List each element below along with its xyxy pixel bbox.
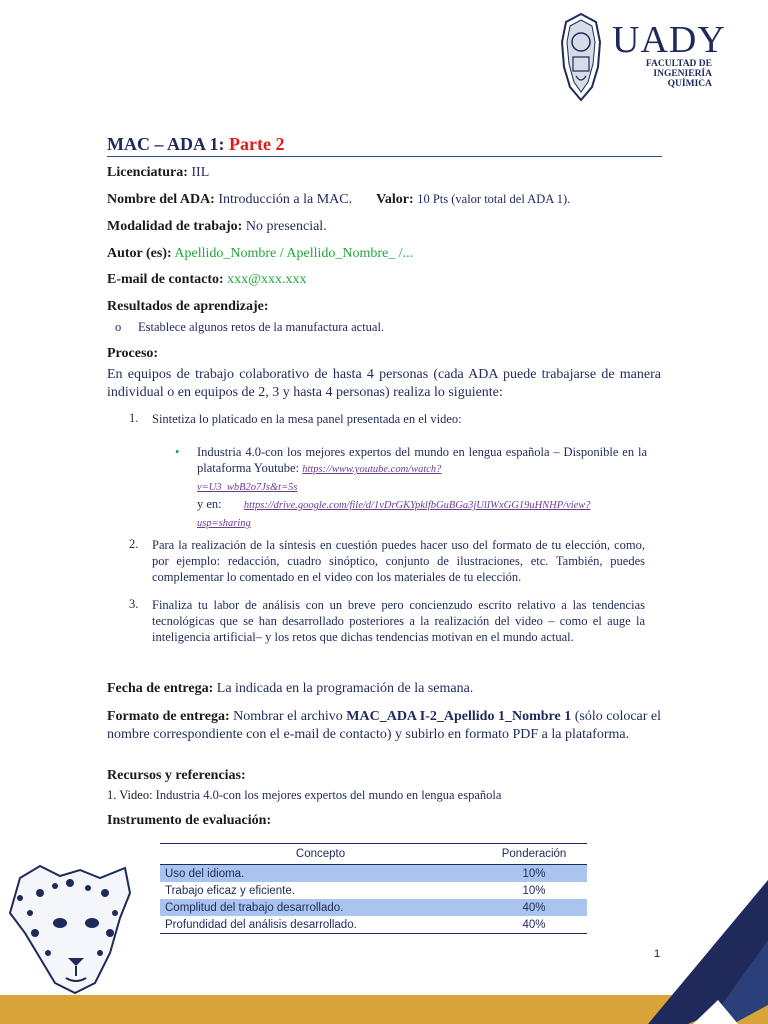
proceso-heading: Proceso:	[107, 346, 159, 361]
table-row: Profundidad del análisis desarrollado. 40%	[160, 916, 587, 934]
licenciatura-line: Licenciatura: IIL	[107, 165, 210, 180]
ada-line: Nombre del ADA: Introducción a la MAC. Valor: 10 Pts (valor total del ADA 1).	[107, 192, 571, 207]
recursos-heading: Recursos y referencias:	[107, 768, 246, 783]
proceso-intro: En equipos de trabajo colaborativo de hasta 4 personas (cada ADA puede trabajarse de manera individual o en equipos de 2, 3 y hasta 4 personas) realiza lo siguiente:	[107, 367, 661, 400]
evaluation-table	[160, 843, 587, 934]
jaguar-illustration-icon	[0, 858, 150, 998]
drive-link-continued[interactable]: usp=sharing	[197, 518, 251, 529]
table-row: Uso del idioma. 10%	[160, 865, 587, 883]
video-source-item: Industria 4.0-con los mejores expertos del mundo en lengua española – Disponible en la plataforma Youtube: https://www.youtube.com/watch? v=U3_wbB2o7Js&t=5s y en: https://drive.google.com/file/d/1vDrGKYpklfbGuBGa3jUlIWxGG19uHNHP/view? usp=sharing	[197, 445, 647, 529]
resultados-item: Establece algunos retos de la manufactura actual.	[138, 320, 385, 334]
page-number: 1	[654, 948, 661, 960]
table-row: Trabajo eficaz y eficiente. 10%	[165, 884, 546, 897]
resultados-heading: Resultados de aprendizaje:	[107, 299, 269, 314]
corner-geometric-decoration-icon	[648, 880, 768, 1024]
brand-name: UADY	[612, 19, 726, 61]
step-1-text: Sintetiza lo platicado en la mesa panel presentada en el video:	[152, 412, 462, 426]
university-seal-icon	[556, 12, 606, 102]
step-3-text: Finaliza tu labor de análisis con un breve pero concienzudo escrito relativo a las tendencias tecnológicas que se han desarrollado posteriores a la realización del video – como el auge la inteligencia artificial– y los retos que dichas tendencias motivan en el mundo actual.	[152, 598, 645, 644]
uady-logo	[556, 12, 726, 104]
step-3-number: 3.	[129, 597, 139, 611]
document-title: MAC – ADA 1: Parte 2	[107, 134, 285, 154]
column-header-ponderacion: Ponderación	[481, 844, 587, 865]
fecha-line: Fecha de entrega: La indicada en la programación de la semana.	[107, 681, 474, 696]
table-header-row	[160, 844, 587, 865]
evaluacion-heading: Instrumento de evaluación:	[107, 813, 272, 828]
step-2-text: Para la realización de la síntesis en cuestión puedes hacer uso del formato de tu elección, como, por ejemplo: redacción, cuadro sinóptico, conjunto de ilustraciones, etc. También, puedes complementar lo comentado en el video con los materiales de tu elección.	[152, 538, 645, 584]
resultados-bullet: o	[115, 320, 122, 334]
step-2-number: 2.	[129, 537, 139, 551]
email-line: E-mail de contacto: xxx@xxx.xxx	[107, 272, 307, 287]
table-row: Complitud del trabajo desarrollado. 40%	[160, 899, 587, 916]
modalidad-line: Modalidad de trabajo: No presencial.	[107, 219, 327, 234]
formato-paragraph: Formato de entrega: Nombrar el archivo MAC_ADA I-2_Apellido 1_Nombre 1 (sólo colocar el nombre correspondiente con el e-mail de contacto) y subirlo en formato PDF a la plataforma.	[107, 709, 662, 742]
title-divider	[107, 156, 662, 157]
youtube-link[interactable]: https://www.youtube.com/watch?	[302, 464, 442, 475]
autor-line: Autor (es): Apellido_Nombre / Apellido_Nombre_ /...	[107, 246, 414, 261]
sub-bullet: •	[175, 445, 180, 459]
youtube-link-continued[interactable]: v=U3_wbB2o7Js&t=5s	[197, 482, 298, 493]
faculty-name: FACULTAD DE INGENIERÍA QUÍMICA	[645, 59, 712, 89]
title-part: Parte 2	[229, 134, 285, 154]
recurso-item: 1. Video: Industria 4.0-con los mejores expertos del mundo en lengua española	[107, 788, 502, 802]
drive-link[interactable]: https://drive.google.com/file/d/1vDrGKYpklfbGuBGa3jUlIWxGG19uHNHP/view?	[243, 500, 591, 511]
step-1-number: 1.	[129, 411, 139, 425]
column-header-concepto: Concepto	[160, 844, 481, 865]
